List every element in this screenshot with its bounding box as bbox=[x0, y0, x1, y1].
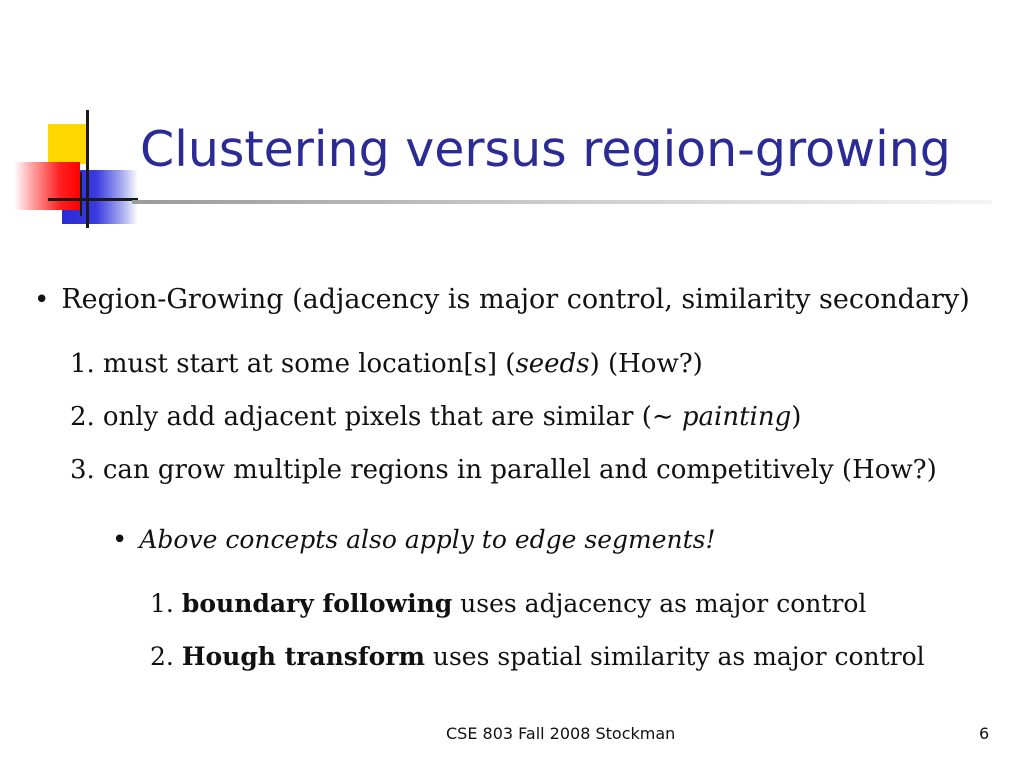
region-growing-list bbox=[70, 338, 937, 497]
logo-red-square bbox=[14, 162, 80, 210]
list-item-number: 1. bbox=[150, 589, 174, 618]
list-item bbox=[150, 630, 925, 683]
list-item-emphasis: seeds bbox=[515, 349, 590, 379]
sub-bullet bbox=[112, 518, 716, 562]
footer-course-label: CSE 803 Fall 2008 Stockman bbox=[446, 724, 676, 743]
logo-yellow-square bbox=[48, 124, 86, 164]
page-number: 6 bbox=[979, 724, 990, 743]
list-item bbox=[70, 338, 937, 391]
list-item bbox=[150, 577, 925, 630]
list-item-text: can grow multiple regions in parallel and competitively (How?) bbox=[102, 455, 937, 485]
slide-footer bbox=[0, 724, 1024, 748]
bullet-icon: • bbox=[34, 285, 50, 315]
list-item-text: only add adjacent pixels that are similar (∼ bbox=[102, 402, 682, 432]
list-item-text: must start at some location[s] ( bbox=[102, 349, 516, 379]
list-item-number: 2. bbox=[70, 402, 95, 432]
list-item-text: uses adjacency as major control bbox=[452, 589, 867, 618]
logo-horizontal-line bbox=[48, 198, 138, 201]
list-item-text: uses spatial similarity as major control bbox=[424, 642, 925, 671]
list-item-number: 2. bbox=[150, 642, 174, 671]
logo-vertical-line-short bbox=[80, 172, 82, 216]
bullet-icon: • bbox=[112, 525, 128, 555]
main-bullet bbox=[34, 278, 970, 322]
title-underline bbox=[132, 200, 992, 204]
edge-segments-list bbox=[150, 577, 925, 683]
list-item-term: boundary following bbox=[181, 589, 453, 618]
list-item bbox=[70, 444, 937, 497]
main-bullet-label: Region-Growing (adjacency is major control, similarity secondary) bbox=[61, 284, 970, 315]
list-item-term: Hough transform bbox=[181, 642, 425, 671]
sub-bullet-label: Above concepts also apply to edge segments! bbox=[139, 525, 716, 554]
list-item-number: 3. bbox=[70, 455, 95, 485]
list-item-emphasis: painting bbox=[681, 402, 792, 432]
slide-title: Clustering versus region-growing bbox=[140, 121, 951, 178]
list-item-text: ) bbox=[791, 402, 802, 432]
list-item-number: 1. bbox=[70, 349, 95, 379]
list-item bbox=[70, 391, 937, 444]
logo-vertical-line bbox=[86, 110, 89, 228]
list-item-text: ) (How?) bbox=[589, 349, 703, 379]
